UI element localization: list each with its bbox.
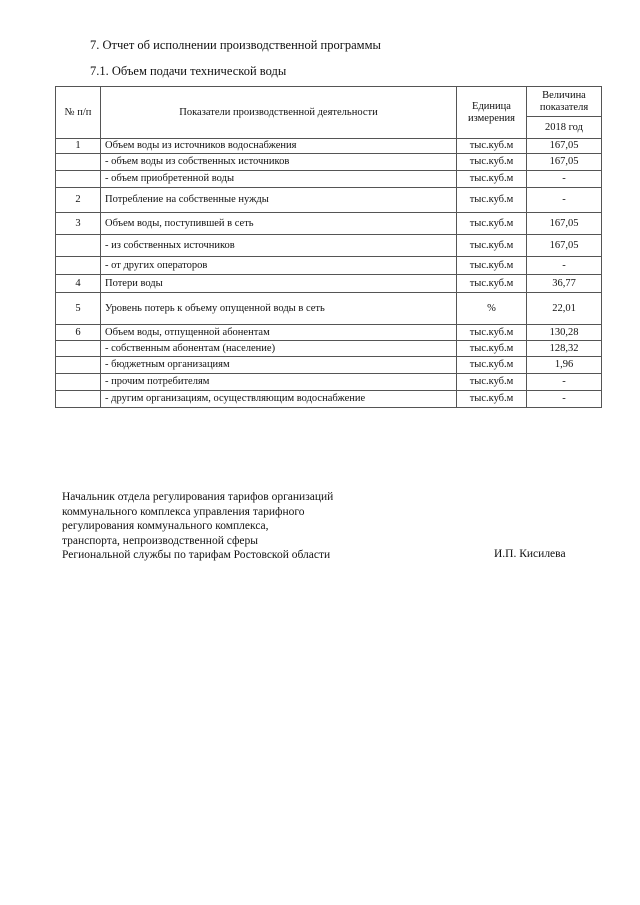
row-unit: тыс.куб.м bbox=[457, 257, 527, 275]
row-value: 36,77 bbox=[527, 275, 602, 293]
row-indicator: - объем воды из собственных источников bbox=[101, 154, 457, 171]
row-num bbox=[56, 341, 101, 357]
row-indicator: Объем воды, поступившей в сеть bbox=[101, 213, 457, 235]
header-indicator: Показатели производственной деятельности bbox=[101, 87, 457, 139]
header-num: № п/п bbox=[56, 87, 101, 139]
row-unit: тыс.куб.м bbox=[457, 188, 527, 213]
row-num: 6 bbox=[56, 325, 101, 341]
row-unit: тыс.куб.м bbox=[457, 213, 527, 235]
row-value: 130,28 bbox=[527, 325, 602, 341]
row-unit: тыс.куб.м bbox=[457, 275, 527, 293]
row-value: 167,05 bbox=[527, 213, 602, 235]
table-row bbox=[56, 325, 602, 341]
table-row bbox=[56, 391, 602, 408]
row-unit: тыс.куб.м bbox=[457, 325, 527, 341]
header-value-line1: Величина bbox=[542, 89, 586, 101]
row-unit: тыс.куб.м bbox=[457, 374, 527, 391]
signature-line: Начальник отдела регулирования тарифов организаций bbox=[62, 491, 334, 503]
row-num: 3 bbox=[56, 213, 101, 235]
signature-line: транспорта, непроизводственной сферы bbox=[62, 534, 258, 547]
row-num: 1 bbox=[56, 139, 101, 154]
signature-line: коммунального комплекса управления тарифного bbox=[62, 505, 305, 518]
row-value: - bbox=[527, 391, 602, 408]
row-indicator: - объем приобретенной воды bbox=[101, 171, 457, 188]
row-value: 167,05 bbox=[527, 235, 602, 257]
table-row bbox=[56, 374, 602, 391]
table-row bbox=[56, 213, 602, 235]
row-unit: тыс.куб.м bbox=[457, 139, 527, 154]
table-row bbox=[56, 257, 602, 275]
row-unit: тыс.куб.м bbox=[457, 235, 527, 257]
row-unit: тыс.куб.м bbox=[457, 391, 527, 408]
section-title: 7. Отчет об исполнении производственной программы bbox=[90, 38, 381, 52]
table-row bbox=[56, 341, 602, 357]
table-row bbox=[56, 139, 602, 154]
signatory-name: И.П. Кисилева bbox=[494, 548, 566, 560]
header-value-line2: показателя bbox=[539, 101, 589, 113]
row-value: 167,05 bbox=[527, 154, 602, 171]
row-value: 22,01 bbox=[527, 293, 602, 325]
table-row bbox=[56, 293, 602, 325]
table-row bbox=[56, 235, 602, 257]
header-unit bbox=[457, 87, 527, 139]
row-num: 2 bbox=[56, 188, 101, 213]
water-supply-table bbox=[55, 86, 602, 408]
row-value: 167,05 bbox=[527, 139, 602, 154]
row-indicator: Потребление на собственные нужды bbox=[101, 188, 457, 213]
table-row bbox=[56, 154, 602, 171]
row-num: 5 bbox=[56, 293, 101, 325]
row-indicator: - собственным абонентам (население) bbox=[101, 341, 457, 357]
row-value: 1,96 bbox=[527, 357, 602, 374]
row-num: 4 bbox=[56, 275, 101, 293]
row-value: 128,32 bbox=[527, 341, 602, 357]
row-unit: тыс.куб.м bbox=[457, 341, 527, 357]
row-value: - bbox=[527, 374, 602, 391]
row-indicator: - бюджетным организациям bbox=[101, 357, 457, 374]
header-unit-line2: измерения bbox=[468, 112, 515, 124]
row-value: - bbox=[527, 257, 602, 275]
signature-line: регулирования коммунального комплекса, bbox=[62, 520, 269, 532]
table-row bbox=[56, 275, 602, 293]
header-unit-line1: Единица bbox=[472, 100, 511, 112]
row-indicator: Потери воды bbox=[101, 275, 457, 293]
row-num bbox=[56, 374, 101, 391]
row-indicator: - прочим потребителям bbox=[101, 374, 457, 391]
row-indicator: Объем воды из источников водоснабжения bbox=[101, 139, 457, 154]
row-num bbox=[56, 235, 101, 257]
row-indicator: - от других операторов bbox=[101, 257, 457, 275]
row-value: - bbox=[527, 188, 602, 213]
row-value: - bbox=[527, 171, 602, 188]
table-row bbox=[56, 171, 602, 188]
row-num bbox=[56, 154, 101, 171]
table-row bbox=[56, 188, 602, 213]
row-indicator: - из собственных источников bbox=[101, 235, 457, 257]
row-unit: тыс.куб.м bbox=[457, 154, 527, 171]
signature-block bbox=[62, 490, 333, 563]
row-unit: % bbox=[457, 293, 527, 325]
table-row bbox=[56, 357, 602, 374]
row-num bbox=[56, 257, 101, 275]
row-unit: тыс.куб.м bbox=[457, 357, 527, 374]
header-value bbox=[527, 87, 602, 117]
row-unit: тыс.куб.м bbox=[457, 171, 527, 188]
row-num bbox=[56, 357, 101, 374]
row-num bbox=[56, 171, 101, 188]
signature-line: Региональной службы по тарифам Ростовской области bbox=[62, 549, 331, 561]
row-indicator: Объем воды, отпущенной абонентам bbox=[101, 325, 457, 341]
row-indicator: Уровень потерь к объему опущенной воды в сеть bbox=[101, 293, 457, 325]
row-indicator: - другим организациям, осуществляющим водоснабжение bbox=[101, 391, 457, 408]
header-year: 2018 год bbox=[527, 117, 602, 139]
row-num bbox=[56, 391, 101, 408]
subsection-title: 7.1. Объем подачи технической воды bbox=[90, 64, 287, 78]
